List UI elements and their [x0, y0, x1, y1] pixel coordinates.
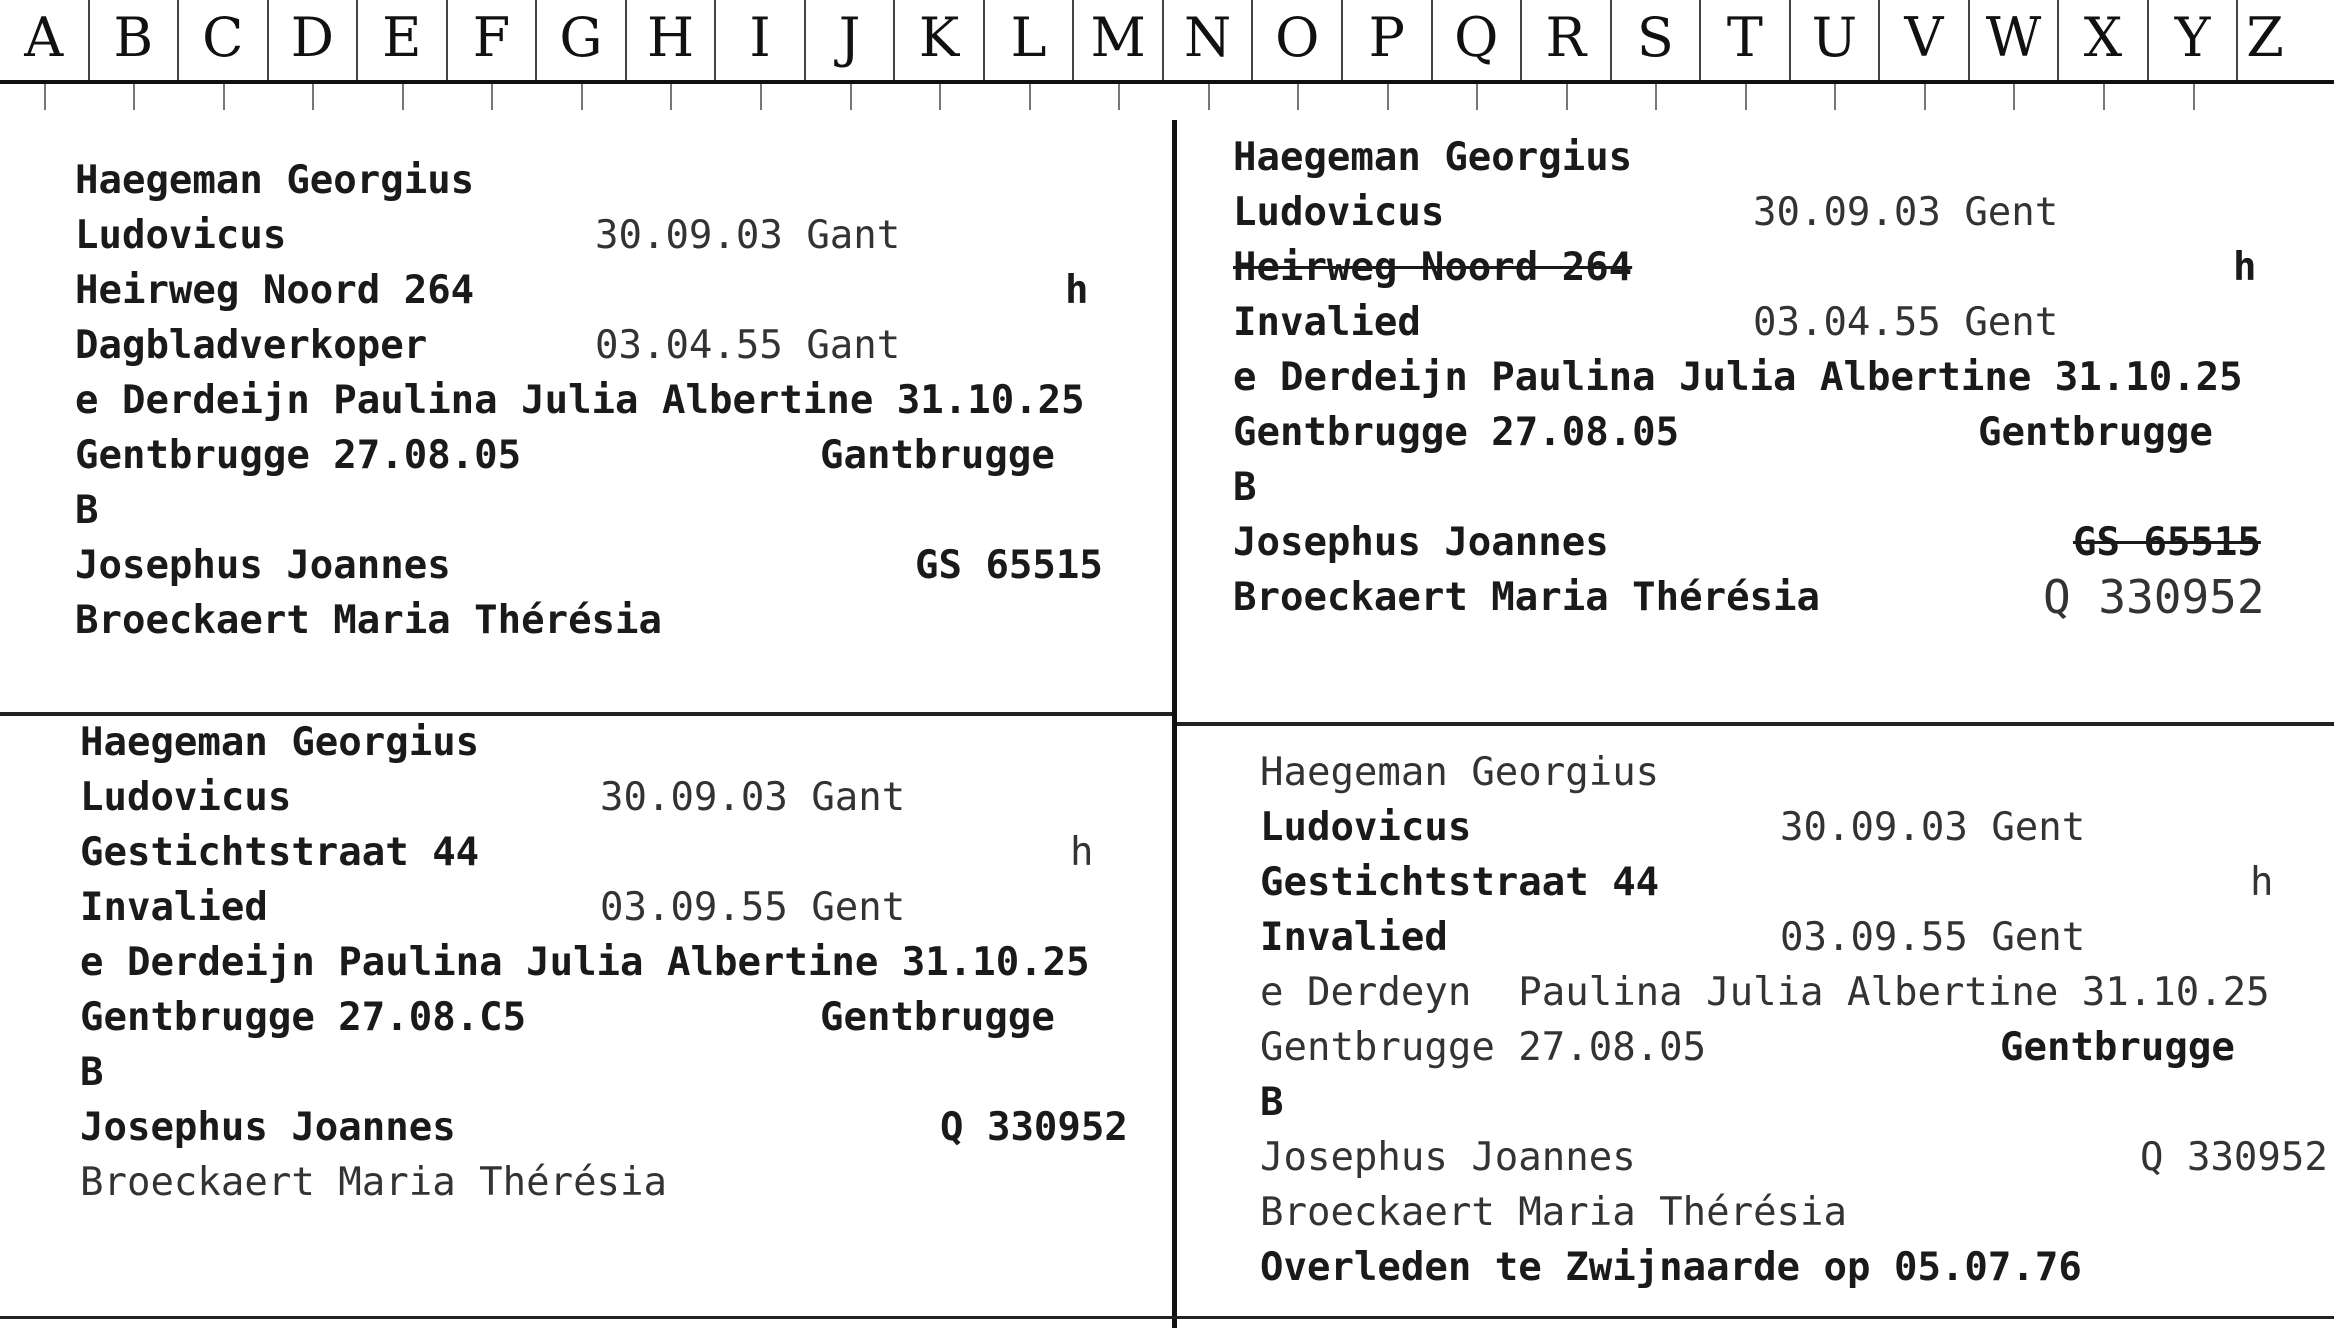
record-card-3 — [80, 715, 1160, 1210]
alphabet-letter-n: N — [1164, 0, 1254, 80]
card-number: Q 330952 — [940, 1105, 1128, 1150]
card-spouse-place-2: Gantbrugge — [820, 433, 1055, 478]
card-letter: B — [75, 488, 99, 533]
card-date: 03.09.55 Gent — [600, 885, 906, 930]
card-address: Gestichtstraat 44 — [80, 830, 480, 875]
card-birth: 30.09.03 Gant — [595, 213, 901, 258]
card-death-note: Overleden te Zwijnaarde op 05.07.76 — [1260, 1245, 2082, 1290]
alphabet-letter-z: Z — [2246, 6, 2284, 69]
card-sex: h — [2233, 245, 2257, 290]
record-card-2 — [1233, 130, 2313, 625]
card-spouse: e Derdeijn Paulina Julia Albertine 31.10.25 — [80, 940, 1090, 985]
card-mother: Broeckaert Maria Thérésia — [80, 1160, 667, 1205]
card-father: Josephus Joannes — [1233, 520, 1609, 565]
alphabet-letter-q: Q — [1433, 0, 1523, 80]
card-sex: h — [2250, 860, 2274, 905]
alphabet-letter-m: M — [1074, 0, 1164, 80]
card-number-struck: GS 65515 — [2073, 520, 2261, 565]
card-birth: 30.09.03 Gent — [1780, 805, 2086, 850]
card-number: Q 330952 — [2140, 1135, 2328, 1180]
alphabet-letter-h: H — [627, 0, 717, 80]
record-card-1 — [75, 153, 1155, 648]
alphabet-letter-y: Y — [2149, 0, 2239, 80]
horizontal-divider-right — [1177, 722, 2334, 726]
alphabet-letter-e: E — [358, 0, 448, 80]
card-spouse-place: Gentbrugge 27.08.05 — [75, 433, 522, 478]
alphabet-letter-p: P — [1343, 0, 1433, 80]
card-name: Haegeman Georgius — [80, 720, 480, 765]
card-father: Josephus Joannes — [1260, 1135, 1636, 1180]
card-sex: h — [1065, 268, 1089, 313]
card-given-name: Ludovicus — [1260, 805, 1472, 850]
alphabet-letter-i: I — [716, 0, 806, 80]
card-date: 03.09.55 Gent — [1780, 915, 2086, 960]
card-spouse-place-2: Gentbrugge — [820, 995, 1055, 1040]
card-birth: 30.09.03 Gent — [1753, 190, 2059, 235]
card-father: Josephus Joannes — [75, 543, 451, 588]
alphabet-letter-b: B — [90, 0, 180, 80]
card-name: Haegeman Georgius — [1233, 135, 1633, 180]
card-number: Q 330952 — [2043, 570, 2265, 624]
card-given-name: Ludovicus — [1233, 190, 1445, 235]
card-occupation: Invalied — [80, 885, 268, 930]
alphabet-letter-c: C — [179, 0, 269, 80]
card-mother: Broeckaert Maria Thérésia — [1260, 1190, 1847, 1235]
card-address: Gestichtstraat 44 — [1260, 860, 1660, 905]
alphabet-letter-r: R — [1522, 0, 1612, 80]
card-given-name: Ludovicus — [80, 775, 292, 820]
card-mother: Broeckaert Maria Thérésia — [75, 598, 662, 643]
bottom-divider — [0, 1316, 2334, 1319]
alphabet-letter-l: L — [985, 0, 1075, 80]
card-letter: B — [1233, 465, 1257, 510]
alphabet-letter-u: U — [1791, 0, 1881, 80]
alphabet-letter-o: O — [1253, 0, 1343, 80]
alphabet-letter-t: T — [1701, 0, 1791, 80]
card-spouse-place: Gentbrugge 27.08.05 — [1233, 410, 1680, 455]
card-occupation: Invalied — [1233, 300, 1421, 345]
card-name: Haegeman Georgius — [1260, 750, 1660, 795]
card-spouse-place: Gentbrugge 27.08.C5 — [80, 995, 527, 1040]
card-spouse: e Derdeijn Paulina Julia Albertine 31.10.25 — [75, 378, 1085, 423]
card-birth: 30.09.03 Gant — [600, 775, 906, 820]
card-date: 03.04.55 Gant — [595, 323, 901, 368]
card-name: Haegeman Georgius — [75, 158, 475, 203]
alphabet-letter-j: J — [806, 0, 896, 80]
card-address-struck: Heirweg Noord 264 — [1233, 245, 1633, 290]
alphabet-index — [0, 0, 2334, 84]
alphabet-letter-w: W — [1970, 0, 2060, 80]
card-address: Heirweg Noord 264 — [75, 268, 475, 313]
alphabet-letter-g: G — [537, 0, 627, 80]
card-date: 03.04.55 Gent — [1753, 300, 2059, 345]
alphabet-letter-s: S — [1612, 0, 1702, 80]
card-letter: B — [1260, 1080, 1284, 1125]
card-spouse-place-2: Gentbrugge — [1978, 410, 2213, 455]
card-occupation: Dagbladverkoper — [75, 323, 428, 368]
card-father: Josephus Joannes — [80, 1105, 456, 1150]
card-spouse-place: Gentbrugge 27.08.05 — [1260, 1025, 1707, 1070]
card-mother: Broeckaert Maria Thérésia — [1233, 575, 1820, 620]
card-sex: h — [1070, 830, 1094, 875]
alphabet-letter-x: X — [2059, 0, 2149, 80]
card-occupation: Invalied — [1260, 915, 1448, 960]
card-spouse-place-2: Gentbrugge — [2000, 1025, 2235, 1070]
alphabet-letter-d: D — [269, 0, 359, 80]
card-spouse: e Derdeyn Paulina Julia Albertine 31.10.25 — [1260, 970, 2270, 1015]
alphabet-letter-v: V — [1880, 0, 1970, 80]
card-given-name: Ludovicus — [75, 213, 287, 258]
alphabet-letter-k: K — [895, 0, 985, 80]
card-spouse: e Derdeijn Paulina Julia Albertine 31.10.25 — [1233, 355, 2243, 400]
record-card-4 — [1260, 745, 2330, 1295]
alphabet-letter-a: A — [0, 0, 90, 80]
card-number: GS 65515 — [915, 543, 1103, 588]
alphabet-letter-f: F — [448, 0, 538, 80]
card-letter: B — [80, 1050, 104, 1095]
